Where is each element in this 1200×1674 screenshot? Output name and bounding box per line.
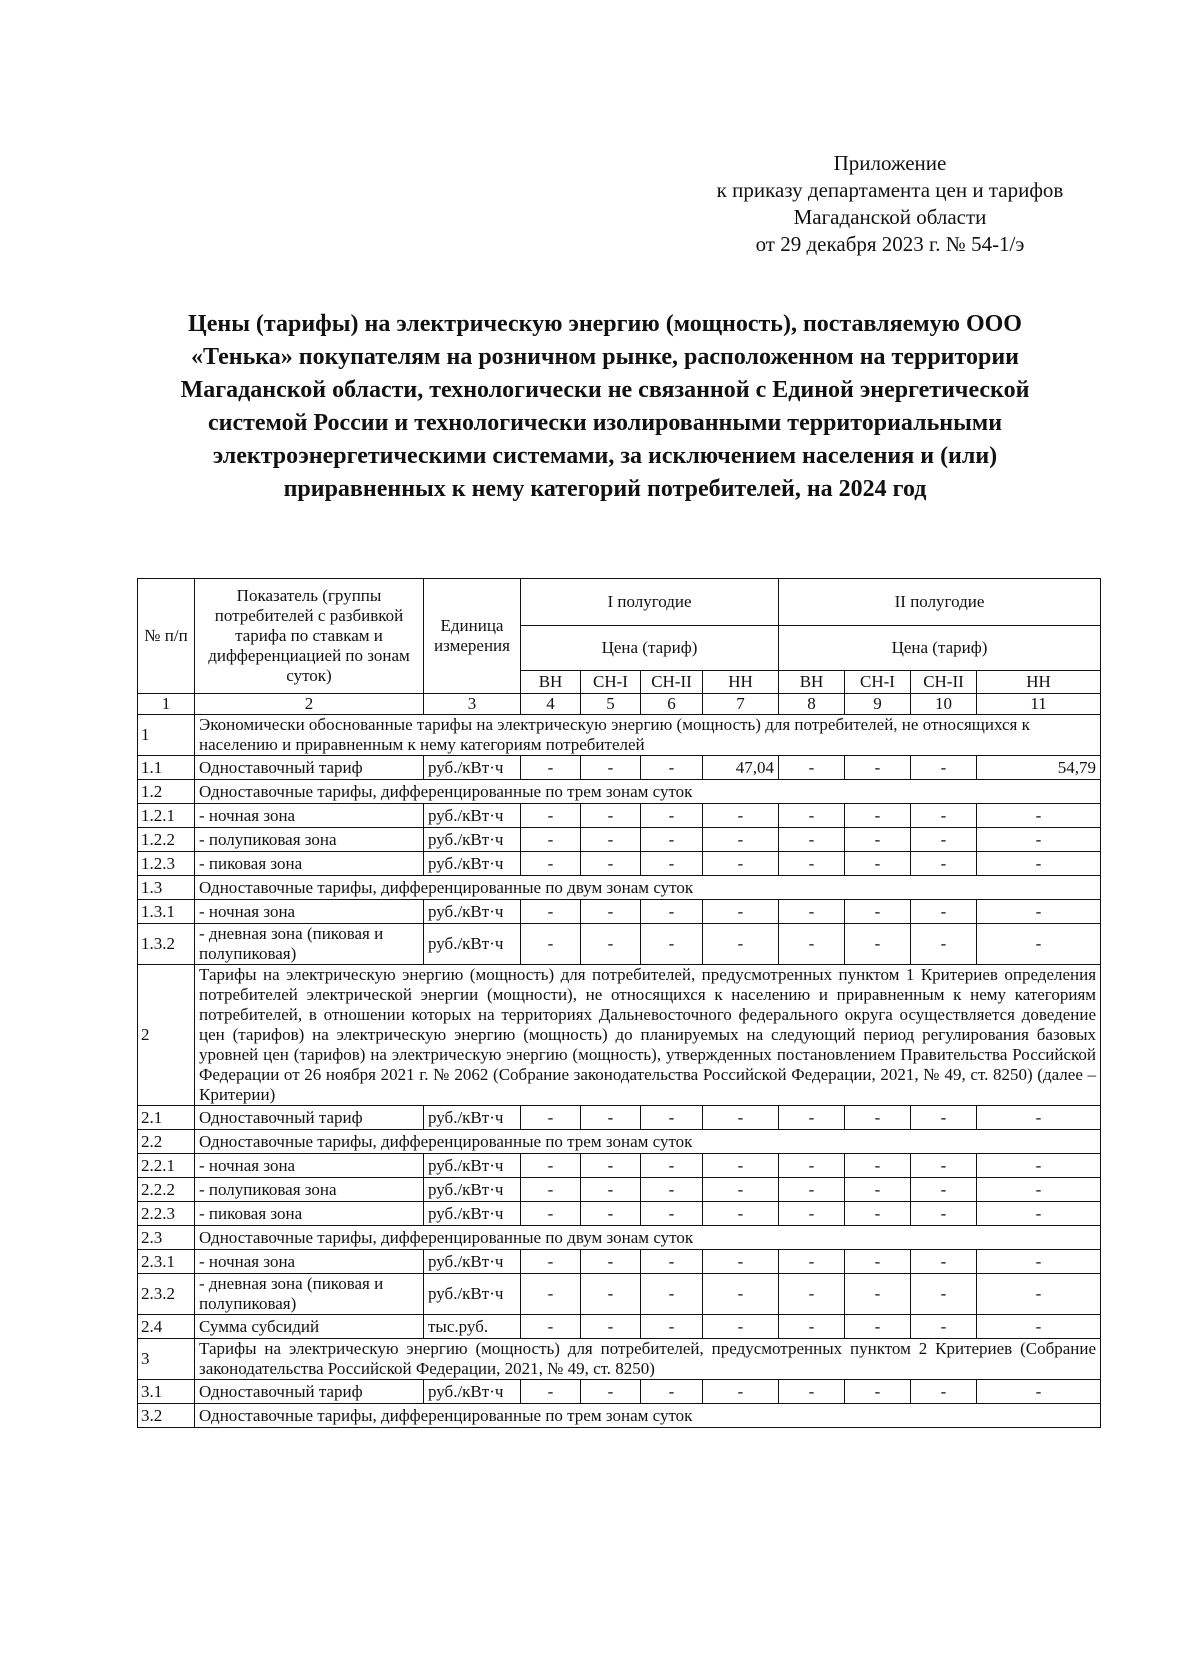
tariff-value: -	[703, 924, 779, 965]
section-heading: Тарифы на электрическую энергию (мощность) для потребителей, предусмотренных пунктом 2 Критериев (Собрание законодательства Российской Федерации, 2021, № 49, ст. 8250)	[195, 1339, 1101, 1380]
tariff-value: -	[779, 900, 845, 924]
row-unit: руб./кВт·ч	[424, 900, 521, 924]
row-unit: руб./кВт·ч	[424, 1106, 521, 1130]
header-level: НН	[703, 671, 779, 694]
row-number: 1.3.1	[138, 900, 195, 924]
appendix-line-2: к приказу департамента цен и тарифов	[716, 178, 1064, 202]
table-row	[138, 1178, 1101, 1202]
tariff-value: -	[641, 756, 703, 780]
row-label: - ночная зона	[195, 900, 424, 924]
row-number: 3.1	[138, 1380, 195, 1404]
tariff-value: -	[977, 1202, 1101, 1226]
tariff-value: -	[845, 1250, 911, 1274]
row-number: 2	[138, 965, 195, 1106]
tariff-value: -	[521, 1178, 581, 1202]
tariff-value: -	[845, 1274, 911, 1315]
tariff-value: -	[641, 1250, 703, 1274]
tariff-value: -	[641, 900, 703, 924]
row-number: 1.1	[138, 756, 195, 780]
table-row	[138, 1404, 1101, 1428]
tariff-value: -	[641, 1274, 703, 1315]
row-unit: руб./кВт·ч	[424, 1274, 521, 1315]
tariff-table-body	[138, 715, 1101, 1428]
tariff-value: -	[521, 1154, 581, 1178]
tariff-value: -	[703, 1274, 779, 1315]
tariff-value: -	[911, 1380, 977, 1404]
document-title: Цены (тарифы) на электрическую энергию (мощность), поставляемую ООО «Тенька» покупателям на розничном рынке, расположенном на территории Магаданской области, технологически не связанной с Единой энергетической системой России и технологически изолированными территориальными электроэнергетическими системами, за исключением населения и (или) приравненных к нему категорий потребителей, на 2024 год	[180, 311, 1030, 502]
column-number: 10	[911, 694, 977, 715]
row-label: - ночная зона	[195, 1250, 424, 1274]
tariff-value: -	[911, 1106, 977, 1130]
tariff-value: -	[779, 804, 845, 828]
table-row	[138, 1202, 1101, 1226]
tariff-value: -	[845, 756, 911, 780]
column-number: 2	[195, 694, 424, 715]
table-row	[138, 965, 1101, 1106]
tariff-value: -	[581, 828, 641, 852]
tariff-value: -	[703, 1106, 779, 1130]
tariff-value: -	[521, 828, 581, 852]
tariff-value: 47,04	[703, 756, 779, 780]
row-number: 3	[138, 1339, 195, 1380]
tariff-value: -	[977, 924, 1101, 965]
table-row	[138, 828, 1101, 852]
row-unit: руб./кВт·ч	[424, 1202, 521, 1226]
tariff-value: -	[911, 1274, 977, 1315]
tariff-value: -	[521, 1315, 581, 1339]
tariff-value: -	[911, 1250, 977, 1274]
tariff-value: -	[845, 828, 911, 852]
row-label: - пиковая зона	[195, 1202, 424, 1226]
tariff-value: -	[703, 1380, 779, 1404]
tariff-value: -	[911, 1315, 977, 1339]
tariff-value: -	[845, 900, 911, 924]
tariff-value: -	[703, 1178, 779, 1202]
row-label: - пиковая зона	[195, 852, 424, 876]
tariff-value: -	[845, 1154, 911, 1178]
header-indicator: Показатель (группы потребителей с разбивкой тарифа по ставкам и дифференциацией по зонам суток)	[195, 579, 424, 694]
tariff-value: -	[911, 924, 977, 965]
tariff-value: -	[641, 1315, 703, 1339]
table-row	[138, 1154, 1101, 1178]
tariff-value: -	[779, 1250, 845, 1274]
tariff-value: -	[779, 756, 845, 780]
tariff-value: -	[779, 1178, 845, 1202]
tariff-value: -	[911, 1154, 977, 1178]
tariff-value: -	[779, 1274, 845, 1315]
tariff-value: -	[779, 924, 845, 965]
table-row	[138, 1380, 1101, 1404]
tariff-value: -	[581, 1380, 641, 1404]
table-row	[138, 1339, 1101, 1380]
header-level: ВН	[779, 671, 845, 694]
tariff-value: -	[521, 924, 581, 965]
tariff-value: -	[703, 1315, 779, 1339]
tariff-value: -	[641, 1178, 703, 1202]
table-row	[138, 1130, 1101, 1154]
row-number: 2.3	[138, 1226, 195, 1250]
tariff-value: -	[521, 852, 581, 876]
tariff-value: -	[703, 828, 779, 852]
appendix-block	[640, 150, 1140, 258]
tariff-value: -	[581, 1154, 641, 1178]
row-number: 2.2.3	[138, 1202, 195, 1226]
row-unit: руб./кВт·ч	[424, 924, 521, 965]
row-label: Сумма субсидий	[195, 1315, 424, 1339]
appendix-line-3: Магаданской области	[793, 205, 987, 229]
tariff-value: -	[581, 1178, 641, 1202]
tariff-value: -	[703, 1250, 779, 1274]
tariff-value: -	[911, 804, 977, 828]
table-row	[138, 1250, 1101, 1274]
row-unit: руб./кВт·ч	[424, 1154, 521, 1178]
row-unit: руб./кВт·ч	[424, 756, 521, 780]
tariff-value: -	[845, 1380, 911, 1404]
tariff-value: -	[977, 1178, 1101, 1202]
header-half-1: I полугодие	[521, 579, 779, 626]
tariff-value: -	[641, 1380, 703, 1404]
tariff-value: -	[911, 1178, 977, 1202]
row-label: Одноставочный тариф	[195, 1106, 424, 1130]
row-label: - дневная зона (пиковая и полупиковая)	[195, 924, 424, 965]
tariff-value: -	[581, 1106, 641, 1130]
table-row	[138, 756, 1101, 780]
tariff-table	[137, 578, 1101, 1428]
tariff-value: -	[521, 900, 581, 924]
header-level: СН-I	[581, 671, 641, 694]
column-number: 3	[424, 694, 521, 715]
column-number: 1	[138, 694, 195, 715]
tariff-value: -	[703, 900, 779, 924]
tariff-value: -	[581, 804, 641, 828]
header-level: СН-I	[845, 671, 911, 694]
tariff-value: -	[581, 1202, 641, 1226]
tariff-value: -	[779, 1106, 845, 1130]
row-unit: руб./кВт·ч	[424, 1178, 521, 1202]
section-heading: Одноставочные тарифы, дифференцированные по трем зонам суток	[195, 780, 1101, 804]
table-row	[138, 900, 1101, 924]
row-label: - дневная зона (пиковая и полупиковая)	[195, 1274, 424, 1315]
tariff-value: -	[581, 1274, 641, 1315]
table-row	[138, 804, 1101, 828]
tariff-value: -	[641, 852, 703, 876]
tariff-value: -	[977, 852, 1101, 876]
row-label: - полупиковая зона	[195, 1178, 424, 1202]
tariff-value: -	[977, 828, 1101, 852]
tariff-value: -	[641, 1202, 703, 1226]
tariff-value: -	[703, 1202, 779, 1226]
tariff-value: -	[977, 1315, 1101, 1339]
tariff-value: -	[521, 1202, 581, 1226]
appendix-line-4: от 29 декабря 2023 г. № 54-1/э	[755, 232, 1025, 256]
column-number: 8	[779, 694, 845, 715]
tariff-value: -	[581, 924, 641, 965]
tariff-value: -	[977, 1380, 1101, 1404]
tariff-value: -	[779, 1202, 845, 1226]
row-number: 2.2	[138, 1130, 195, 1154]
tariff-value: -	[641, 828, 703, 852]
table-row	[138, 780, 1101, 804]
row-number: 2.4	[138, 1315, 195, 1339]
section-heading: Одноставочные тарифы, дифференцированные по двум зонам суток	[195, 876, 1101, 900]
tariff-value: -	[845, 1178, 911, 1202]
header-price-2: Цена (тариф)	[779, 626, 1101, 671]
tariff-value: -	[977, 900, 1101, 924]
table-row	[138, 715, 1101, 756]
tariff-value: -	[779, 828, 845, 852]
tariff-value: -	[977, 1250, 1101, 1274]
tariff-value: -	[911, 852, 977, 876]
tariff-value: -	[521, 804, 581, 828]
tariff-value: -	[779, 1154, 845, 1178]
tariff-value: -	[581, 1250, 641, 1274]
column-number: 7	[703, 694, 779, 715]
header-price-1: Цена (тариф)	[521, 626, 779, 671]
tariff-value: -	[521, 1250, 581, 1274]
table-row	[138, 1226, 1101, 1250]
section-heading: Одноставочные тарифы, дифференцированные по трем зонам суток	[195, 1130, 1101, 1154]
row-number: 2.1	[138, 1106, 195, 1130]
tariff-value: -	[641, 804, 703, 828]
row-number: 1.2	[138, 780, 195, 804]
tariff-value: -	[703, 804, 779, 828]
tariff-value: -	[703, 852, 779, 876]
row-unit: руб./кВт·ч	[424, 804, 521, 828]
row-number: 1.2.1	[138, 804, 195, 828]
row-label: - ночная зона	[195, 1154, 424, 1178]
column-number: 9	[845, 694, 911, 715]
tariff-value: -	[641, 1154, 703, 1178]
tariff-value: 54,79	[977, 756, 1101, 780]
column-number: 5	[581, 694, 641, 715]
row-number: 1.2.2	[138, 828, 195, 852]
tariff-value: -	[521, 756, 581, 780]
tariff-value: -	[845, 1202, 911, 1226]
row-number: 2.3.1	[138, 1250, 195, 1274]
row-unit: руб./кВт·ч	[424, 828, 521, 852]
table-row	[138, 876, 1101, 900]
tariff-value: -	[581, 756, 641, 780]
tariff-value: -	[977, 1106, 1101, 1130]
row-number: 1.2.3	[138, 852, 195, 876]
header-half-2: II полугодие	[779, 579, 1101, 626]
row-number: 3.2	[138, 1404, 195, 1428]
tariff-value: -	[521, 1380, 581, 1404]
row-number: 2.2.1	[138, 1154, 195, 1178]
column-number: 6	[641, 694, 703, 715]
row-number: 2.2.2	[138, 1178, 195, 1202]
tariff-value: -	[911, 1202, 977, 1226]
tariff-value: -	[779, 1315, 845, 1339]
tariff-value: -	[521, 1106, 581, 1130]
row-number: 2.3.2	[138, 1274, 195, 1315]
tariff-value: -	[521, 1274, 581, 1315]
row-unit: руб./кВт·ч	[424, 1380, 521, 1404]
table-row	[138, 1315, 1101, 1339]
header-level: НН	[977, 671, 1101, 694]
tariff-value: -	[911, 900, 977, 924]
tariff-value: -	[581, 852, 641, 876]
header-num: № п/п	[138, 579, 195, 694]
row-label: Одноставочный тариф	[195, 756, 424, 780]
tariff-value: -	[581, 900, 641, 924]
row-unit: руб./кВт·ч	[424, 852, 521, 876]
tariff-value: -	[581, 1315, 641, 1339]
header-level: СН-II	[911, 671, 977, 694]
tariff-value: -	[845, 1315, 911, 1339]
row-number: 1	[138, 715, 195, 756]
table-row	[138, 924, 1101, 965]
row-unit: руб./кВт·ч	[424, 1250, 521, 1274]
header-level: ВН	[521, 671, 581, 694]
header-unit: Единица измерения	[424, 579, 521, 694]
column-number: 11	[977, 694, 1101, 715]
table-row	[138, 1274, 1101, 1315]
tariff-value: -	[845, 852, 911, 876]
tariff-value: -	[845, 924, 911, 965]
tariff-value: -	[779, 1380, 845, 1404]
tariff-value: -	[845, 804, 911, 828]
tariff-value: -	[845, 1106, 911, 1130]
section-heading: Одноставочные тарифы, дифференцированные по трем зонам суток	[195, 1404, 1101, 1428]
tariff-value: -	[977, 1154, 1101, 1178]
tariff-value: -	[779, 852, 845, 876]
column-number: 4	[521, 694, 581, 715]
table-row	[138, 852, 1101, 876]
tariff-value: -	[911, 756, 977, 780]
row-unit: тыс.руб.	[424, 1315, 521, 1339]
tariff-value: -	[703, 1154, 779, 1178]
row-number: 1.3	[138, 876, 195, 900]
row-number: 1.3.2	[138, 924, 195, 965]
tariff-value: -	[977, 804, 1101, 828]
tariff-value: -	[911, 828, 977, 852]
section-heading: Экономически обоснованные тарифы на электрическую энергию (мощность) для потребителей, не относящихся к населению и приравненным к нему категориям потребителей	[195, 715, 1101, 756]
table-row	[138, 1106, 1101, 1130]
section-heading: Тарифы на электрическую энергию (мощность) для потребителей, предусмотренных пунктом 1 Критериев определения потребителей электрической энергии (мощности), не относящихся к населению и приравненным к нему категориям потребителей, в отношении которых на территориях Дальневосточного федерального округа осуществляется доведение цен (тарифов) на электрическую энергию (мощность) до планируемых на следующий период регулирования базовых уровней цен (тарифов) на электрическую энергию (мощность), утвержденных постановлением Правительства Российской Федерации от 26 ноября 2021 г. № 2062 (Собрание законодательства Российской Федерации, 2021, № 49, ст. 8250) (далее – Критерии)	[195, 965, 1101, 1106]
appendix-line-1: Приложение	[833, 151, 947, 175]
tariff-value: -	[641, 1106, 703, 1130]
section-heading: Одноставочные тарифы, дифференцированные по двум зонам суток	[195, 1226, 1101, 1250]
header-level: СН-II	[641, 671, 703, 694]
tariff-value: -	[977, 1274, 1101, 1315]
row-label: - ночная зона	[195, 804, 424, 828]
row-label: Одноставочный тариф	[195, 1380, 424, 1404]
tariff-value: -	[641, 924, 703, 965]
row-label: - полупиковая зона	[195, 828, 424, 852]
